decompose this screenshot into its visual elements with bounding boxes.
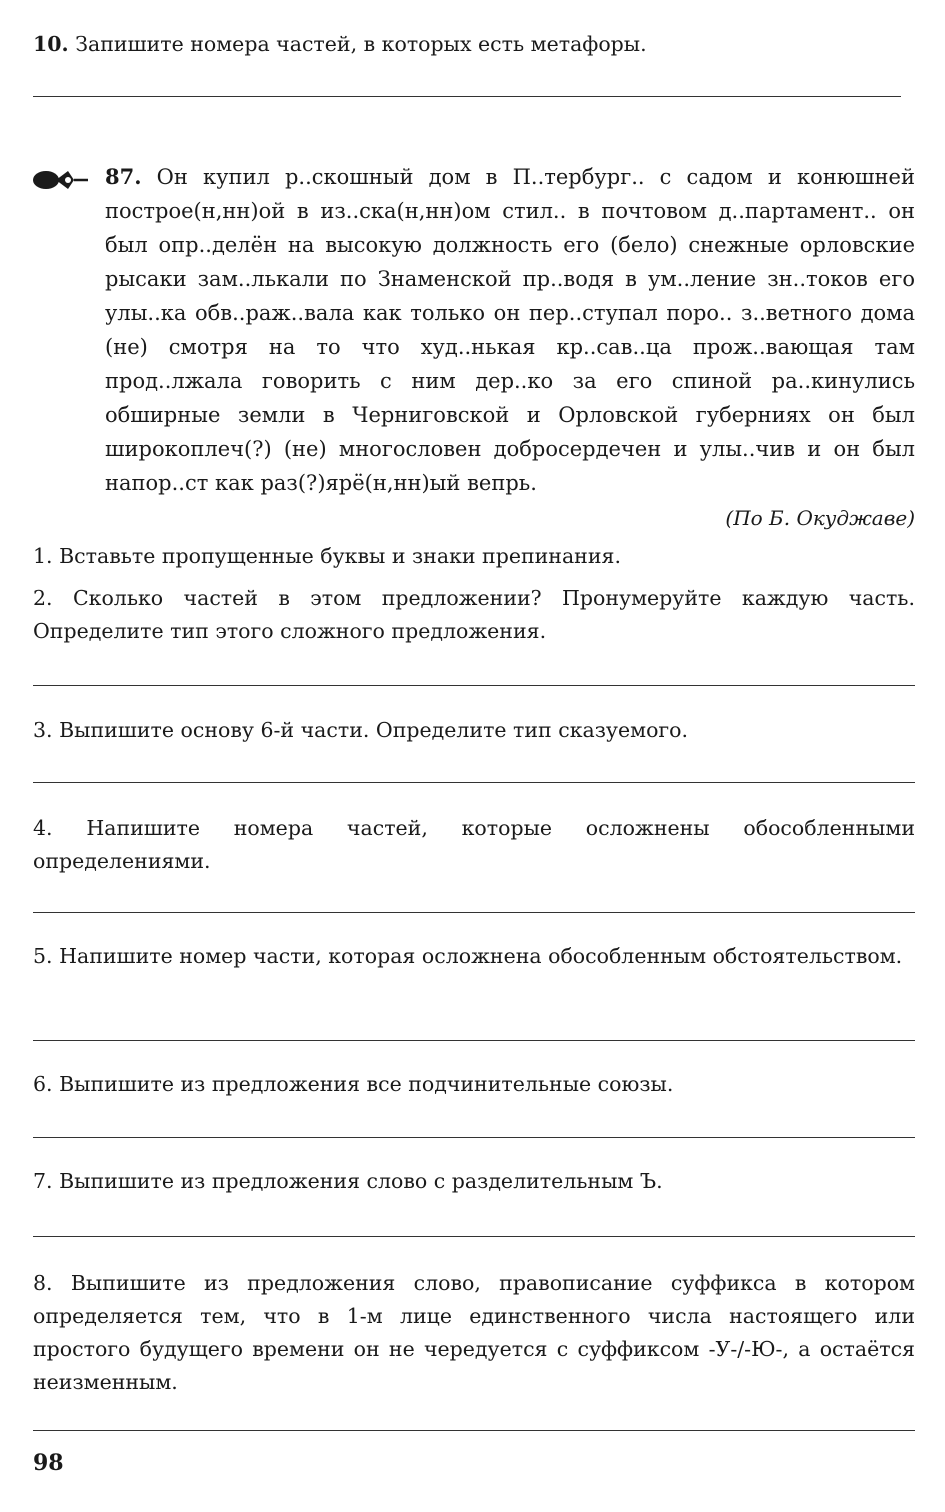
task-number: 8.: [33, 1271, 53, 1295]
task-number: 4.: [33, 816, 53, 840]
task-text: Выпишите из предложения слово, правописание суффикса в котором определяется тем, что в 1-м лице единственного числа настоящего или простого будущего времени он не чередуется с суффиксом -У-/-Ю-, а остаётся неизменным.: [33, 1271, 915, 1394]
task-text: Напишите номера частей, которые осложнены обособленными определениями.: [33, 816, 915, 873]
task-number: 2.: [33, 586, 53, 610]
question-10: [33, 28, 915, 61]
page-number: 98: [33, 1450, 64, 1476]
task-number: 7.: [33, 1169, 53, 1193]
answer-line: [33, 685, 915, 686]
answer-line: [33, 912, 915, 913]
task-text: Выпишите основу 6-й части. Определите тип сказуемого.: [59, 718, 689, 742]
task-text: Выпишите из предложения все подчинительные союзы.: [59, 1072, 674, 1096]
task-text: Вставьте пропущенные буквы и знаки препинания.: [59, 544, 621, 568]
task-4: [33, 812, 915, 878]
task-3: [33, 714, 915, 747]
answer-line: [33, 1430, 915, 1431]
question-text: Запишите номера частей, в которых есть метафоры.: [75, 32, 647, 56]
task-number: 3.: [33, 718, 53, 742]
task-number: 6.: [33, 1072, 53, 1096]
exercise-text: Он купил р..скошный дом в П..тербург.. с садом и конюшней построе(н,нн)ой в из..ска(н,нн)ом стил.. в почтовом д..партамент.. он был опр..делён на высокую должность его (бело) снежные орловские рысаки зам..лькали по Знаменской пр..водя в ум..ление зн..токов его улы..ка обв..раж..вала как только он пер..ступал поро.. з..ветного дома (не) смотря на то что худ..нькая кр..сав..ца прож..вающая там прод..лжала говорить с ним дер..ко за его спиной ра..кинулись обширные земли в Черниговской и Орловской губерниях он был широкоплеч(?) (не) многословен добросердечен и улы..чив и он был напор..ст как раз(?)ярё(н,нн)ый вепрь.: [105, 165, 915, 495]
task-1: [33, 540, 915, 573]
task-text: Сколько частей в этом предложении? Пронумеруйте каждую часть. Определите тип этого сложного предложения.: [33, 586, 915, 643]
answer-line: [33, 782, 915, 783]
task-6: [33, 1068, 915, 1101]
answer-line: [33, 1137, 915, 1138]
task-number: 1.: [33, 544, 53, 568]
exercise-87: [105, 160, 915, 500]
task-8: [33, 1267, 915, 1399]
answer-line: [33, 1236, 915, 1237]
task-5: [33, 940, 915, 973]
exercise-number: 87.: [105, 164, 142, 189]
task-number: 5.: [33, 944, 53, 968]
task-2: [33, 582, 915, 648]
task-7: [33, 1165, 915, 1198]
answer-line: [33, 96, 901, 97]
task-text: Выпишите из предложения слово с разделительным Ъ.: [59, 1169, 663, 1193]
task-text: Напишите номер части, которая осложнена обособленным обстоятельством.: [59, 944, 903, 968]
question-number: 10.: [33, 32, 69, 56]
answer-line: [33, 1040, 915, 1041]
author-attribution: (По Б. Окуджаве): [725, 506, 915, 530]
quill-pen-icon: [30, 165, 90, 195]
